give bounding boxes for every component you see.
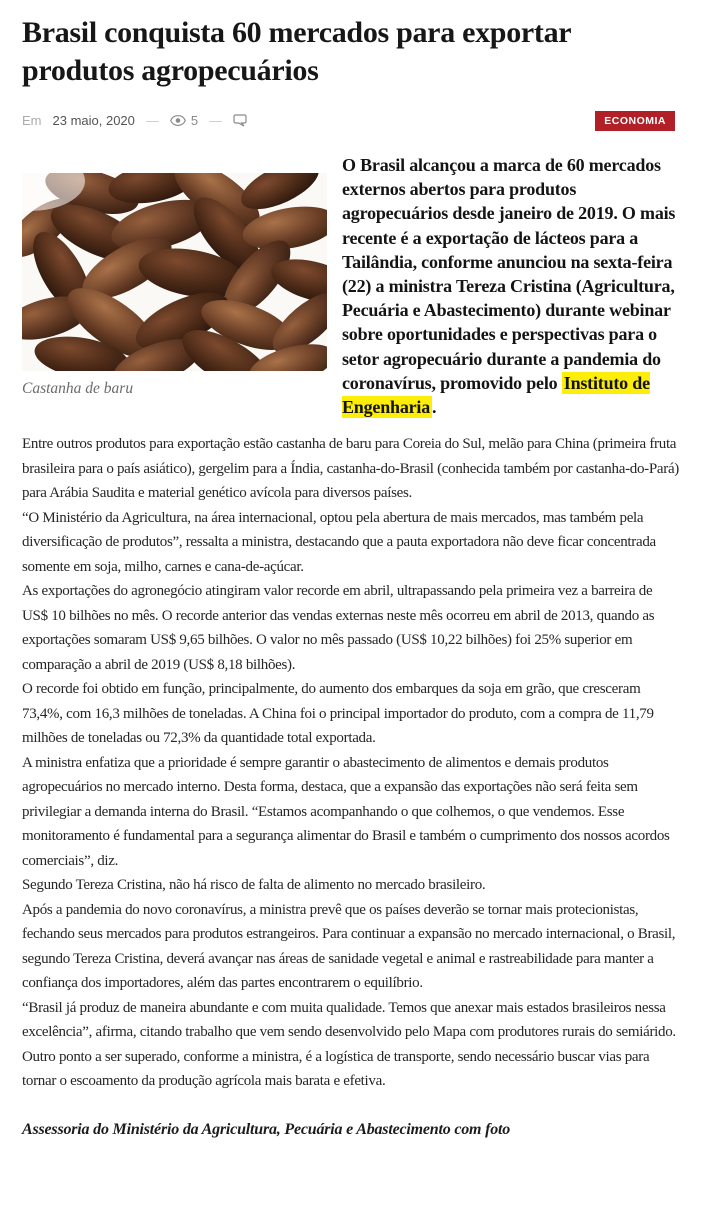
post-meta	[22, 113, 679, 128]
article-image-figure	[22, 173, 327, 398]
article-image	[22, 173, 327, 371]
meta-separator: —	[145, 113, 159, 128]
comment-icon[interactable]	[233, 114, 247, 127]
views-count	[170, 113, 198, 128]
page-title: Brasil conquista 60 mercados para exportar produtos agropecuários	[22, 16, 571, 87]
meta-date: 23 maio, 2020	[52, 113, 135, 128]
article-content	[22, 153, 679, 1139]
eye-icon	[170, 115, 186, 126]
body-paragraph: O recorde foi obtido em função, principalmente, do aumento dos embarques da soja em grão, que cresceram 73,4%, com 16,3 milhões de toneladas. A China foi o principal importador do produto, com a compra de 11,79 milhões de toneladas ou 72,3% da quantidade total exportada.	[22, 681, 654, 747]
post-meta-row	[22, 113, 679, 133]
body-paragraph: “Brasil já produz de maneira abundante e com muita qualidade. Temos que anexar mais estados brasileiros nessa excelência”, afirma, citando trabalho que vem sendo desenvolvido pelo Mapa com produtores rurais do semiárido.	[22, 999, 676, 1041]
views-number: 5	[190, 113, 199, 128]
body-paragraph: “O Ministério da Agricultura, na área internacional, optou pela abertura de mais mercados, mas também pela diversificação de produtos”, ressalta a ministra, destacando que a pauta exportadora não deve ficar concentrada somente em soja, milho, carnes e cana-de-açúcar.	[22, 509, 656, 575]
lead-text-end: .	[432, 397, 437, 418]
body-paragraph: Entre outros produtos para exportação estão castanha de baru para Coreia do Sul, melão para China (primeira fruta brasileira para o país asiático), gergelim para a Índia, castanha-do-Brasil (conhecida também por castanha-do-Pará) para Arábia Saudita e material genético avícola para diversos países.	[22, 436, 680, 502]
category-badge-economia[interactable]: ECONOMIA	[595, 111, 675, 131]
body-paragraph: As exportações do agronegócio atingiram valor recorde em abril, ultrapassando pela primeira vez a barreira de US$ 10 bilhões no mês. O recorde anterior das vendas externas neste mês ocorreu em abril de 2013, quando as exportações somaram US$ 9,65 bilhões. O valor no mês passado (US$ 10,22 bilhões) foi 25% superior em comparação a abril de 2019 (US$ 8,18 bilhões).	[22, 583, 655, 673]
meta-prefix: Em	[22, 113, 42, 128]
lead-text: O Brasil alcançou a marca de 60 mercados externos abertos para produtos agropecuários desde janeiro de 2019. O mais recente é a exportação de lácteos para a Tailândia, conforme anunciou na sexta-feira (22) a ministra Tereza Cristina (Agricultura, Pecuária e Abastecimento) durante webinar sobre oportunidades e perspectivas para o setor agropecuário durante a pandemia do coronavírus, promovido pelo	[342, 155, 676, 393]
body-paragraph: Segundo Tereza Cristina, não há risco de falta de alimento no mercado brasileiro.	[22, 877, 486, 894]
body-paragraph: Outro ponto a ser superado, conforme a ministra, é a logística de transporte, sendo necessário buscar vias para tornar o escoamento da produção agrícola mais barata e efetiva.	[22, 1048, 650, 1090]
body-paragraph: A ministra enfatiza que a prioridade é sempre garantir o abastecimento de alimentos e demais produtos agropecuários no mercado interno. Desta forma, destaca, que a expansão das exportações não será feita sem privilegiar a demanda interna do Brasil. “Estamos acompanhando o que colhemos, o que vendemos. Esse monitoramento é fundamental para a segurança alimentar do Brasil e também o cumprimento dos nossos acordos comerciais”, diz.	[22, 754, 670, 869]
image-caption: Castanha de baru	[22, 380, 134, 397]
article-page	[0, 14, 701, 1139]
article-body	[22, 432, 679, 1094]
instituto-engenharia-link[interactable]: Instituto de Engenharia	[342, 372, 650, 418]
body-paragraph: Após a pandemia do novo coronavírus, a ministra prevê que os países deverão se tornar mais protecionistas, fechando seus mercados para produtos estrangeiros. Para continuar a expansão no mercado internacional, o Brasil, segundo Tereza Cristina, deverá avançar nas áreas de sanidade vegetal e animal e rastreabilidade para manter a confiança dos importadores, além das partes encontrarem o equilíbrio.	[22, 901, 676, 992]
meta-separator: —	[209, 113, 223, 128]
author-credit: Assessoria do Ministério da Agricultura, Pecuária e Abastecimento com foto	[22, 1120, 511, 1138]
